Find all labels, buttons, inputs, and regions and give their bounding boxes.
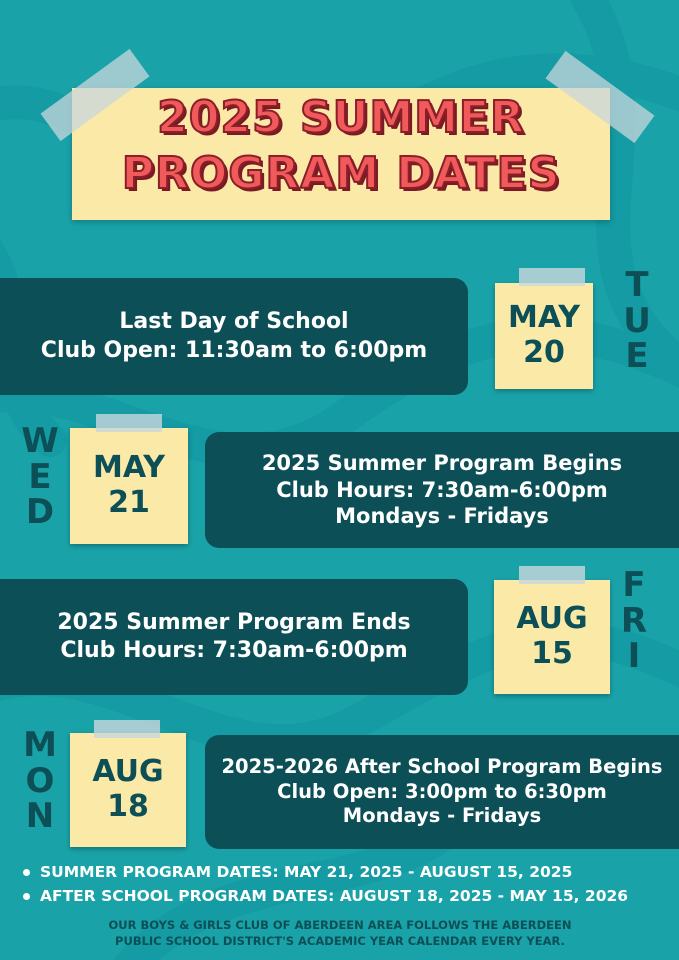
event-line: 2025 Summer Program Ends: [57, 609, 411, 635]
list-item: SUMMER PROGRAM DATES: MAY 21, 2025 - AUGUST 15, 2025: [20, 860, 670, 884]
event-line: 2025 Summer Program Begins: [261, 450, 623, 475]
date-day: 15: [531, 635, 573, 671]
date-day: 21: [108, 484, 150, 520]
date-note-aug-18: [70, 733, 186, 847]
weekday-letter: R: [620, 600, 648, 641]
date-note-may-20: [495, 283, 593, 389]
weekday-letter: W: [21, 421, 59, 461]
date-month: AUG: [92, 753, 164, 789]
note-tape: [519, 268, 585, 286]
weekday-letter: O: [25, 760, 55, 801]
event-line: Club Hours: 7:30am-6:00pm: [276, 477, 608, 502]
event-bar-summer-program-begins: [205, 432, 679, 548]
note-tape: [96, 414, 162, 432]
weekday-letter: D: [25, 492, 55, 533]
footnote: [60, 917, 620, 949]
weekday-letter: M: [23, 725, 57, 765]
footnote-line: OUR BOYS & GIRLS CLUB OF ABERDEEN AREA FOLLOWS THE ABERDEEN: [108, 918, 572, 932]
event-line: Club Open: 11:30am to 6:00pm: [40, 337, 428, 363]
date-month: AUG: [516, 600, 588, 636]
title-line-2: PROGRAM DATES: [121, 148, 561, 199]
weekday-letter: I: [627, 636, 641, 677]
weekday-letter: U: [623, 300, 651, 341]
weekday-mon: [20, 725, 60, 837]
program-dates-list: [20, 860, 670, 908]
weekday-letter: T: [625, 265, 649, 305]
weekday-wed: [20, 421, 60, 533]
event-line: Mondays - Fridays: [335, 504, 549, 529]
list-item: AFTER SCHOOL PROGRAM DATES: AUGUST 18, 2025 - MAY 15, 2026: [20, 884, 670, 908]
weekday-tue: [617, 265, 657, 377]
event-bar-after-school-program-begins: [205, 735, 679, 849]
weekday-letter: N: [25, 796, 55, 837]
date-note-aug-15: [494, 580, 610, 694]
weekday-fri: [614, 565, 654, 677]
event-line: Last Day of School: [119, 309, 349, 335]
weekday-letter: E: [28, 456, 52, 497]
date-day: 18: [107, 788, 149, 824]
title-line-1: 2025 SUMMER: [157, 92, 525, 143]
weekday-letter: F: [622, 565, 646, 605]
footnote-line: PUBLIC SCHOOL DISTRICT'S ACADEMIC YEAR CALENDAR EVERY YEAR.: [115, 934, 565, 948]
event-line: Club Hours: 7:30am-6:00pm: [60, 638, 408, 663]
event-bar-summer-program-ends: [0, 579, 468, 695]
note-tape: [94, 720, 160, 738]
event-line: Club Open: 3:00pm to 6:30pm: [277, 779, 607, 803]
date-day: 20: [523, 334, 565, 370]
title-card: [72, 88, 610, 220]
event-bar-last-day-of-school: [0, 278, 468, 395]
event-line: 2025-2026 After School Program Begins: [221, 754, 663, 778]
note-tape: [519, 566, 585, 584]
date-month: MAY: [93, 449, 165, 485]
weekday-letter: E: [625, 336, 649, 377]
date-note-may-21: [70, 428, 188, 544]
date-month: MAY: [508, 299, 580, 335]
event-line: Mondays - Fridays: [342, 804, 542, 828]
